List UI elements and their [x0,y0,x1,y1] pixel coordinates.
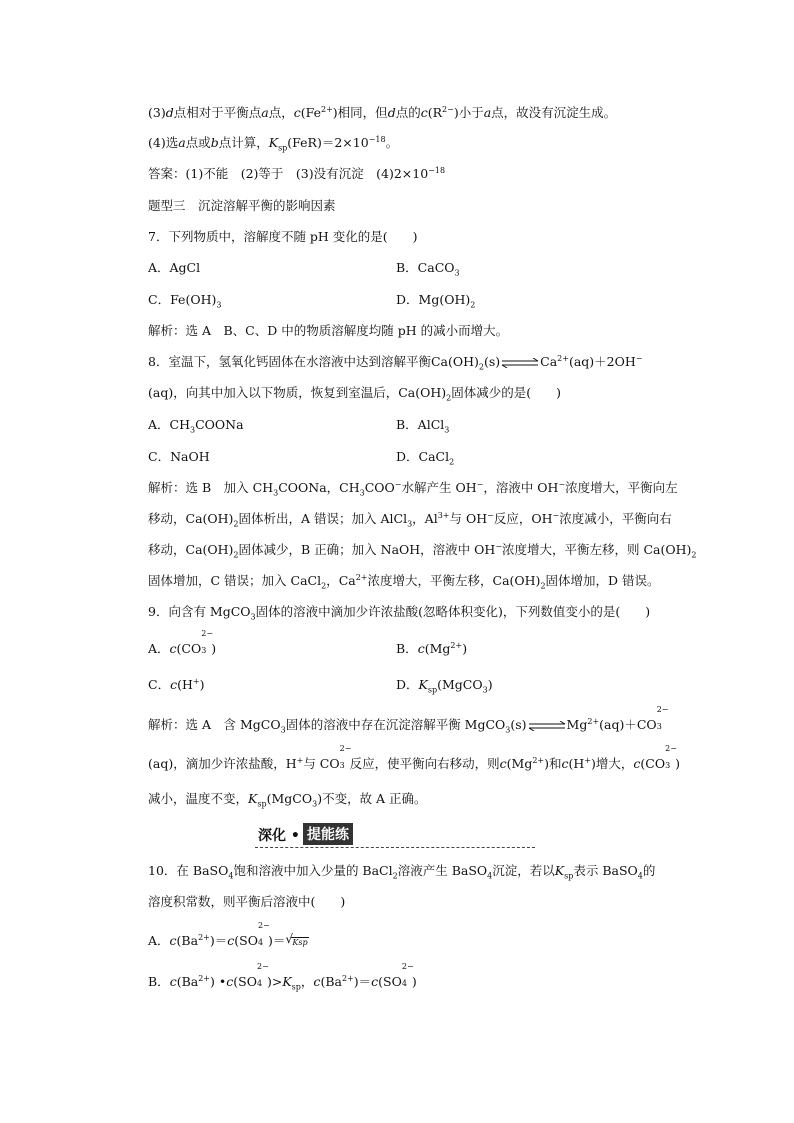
q9-option-c: C．c(H+) [148,676,205,692]
q10-option-b: B．$c(Ba^{2+})$ •c(SO 2− 4 )$>K_{sp}$，$c(Ba^{2+})=c(SO$ 2− 4 ) [148,962,417,992]
question-10-line-2: 溶度积常数，则平衡后溶液中( ) [148,894,346,909]
answer-4-line: (4)选a点或b点计算，$K_{sp}(FeR)=2\times 10^{-18}$。 [148,134,399,153]
question-9: 9．向含有 MgCO$_3$固体的溶液中滴加少许浓盐酸(忽略体积变化)，下列数值变小的是( ) [148,604,651,622]
answer-8-line-3: 移动，$Ca(OH)_2$固体减少，B 正确；加入 NaOH，溶液中 OH−浓度增大，平衡左移，则 $Ca(OH)_2$ [148,541,697,560]
heading-prefix: 深化 • [258,828,300,844]
answer-8-line-1: 解析：选 B 加入 $CH_3COONa$，$CH_3COO^-$水解产生 OH−，溶液中 OH−浓度增大，平衡向左 [148,479,678,498]
q8-option-d: D．CaCl$_2$ [396,449,455,467]
q7-option-d: D．$Mg(OH)_2$ [396,292,476,310]
answer-9-line-1: 解析：选 A 含 MgCO$_3$固体的溶液中存在沉淀溶解平衡 MgCO$_3$(s) $Mg^{2+}(aq)+CO$ 2− 3 [148,705,669,735]
q9-option-b: B．$c(Mg^{2+})$ [396,640,468,656]
q9-option-d: D．$K_{sp}(MgCO_3)$ [396,677,493,695]
question-8-line-2: (aq)，向其中加入以下物质，恢复到室温后，$Ca(OH)_2$固体减少的是( ) [148,385,561,403]
q7-option-c: C．$Fe(OH)_3$ [148,292,222,310]
sqrt-ksp: √ Ksp [285,932,308,947]
section-heading-deepen [255,823,535,848]
q8-option-a: A．$CH_3COONa$ [148,417,244,435]
q9-option-a: A．c(CO 2− 3 ) [148,629,217,656]
q8-option-b: B．AlCl$_3$ [396,417,450,435]
q7-option-b: B．CaCO$_3$ [396,260,460,278]
heading-boxed-label: 提能练 [303,823,353,845]
answer-8-line-2: 移动，$Ca(OH)_2$固体析出，A 错误；加入 AlCl$_3$，$Al^{3+}$与 OH−反应，OH−浓度减小，平衡向右 [148,510,672,529]
q7-option-a: A．AgCl [148,260,201,275]
question-10-line-1: 10．在 BaSO$_4$饱和溶液中加入少量的 BaCl$_2$溶液产生 BaSO$_4$沉淀，若以$K_{sp}$表示 BaSO$_4$的 [148,863,656,881]
answer-7: 解析：选 A B、C、D 中的物质溶解度均随 pH 的减小而增大。 [148,323,509,338]
answer-8-line-4: 固体增加，C 错误；加入 CaCl$_2$，$Ca^{2+}$浓度增大，平衡左移，$Ca(OH)_2$固体增加，D 错误。 [148,572,660,591]
question-7: 7．下列物质中，溶解度不随 pH 变化的是( ) [148,229,418,244]
section-title-type-3: 题型三 沉淀溶解平衡的影响因素 [148,198,336,213]
answer-9-line-2: (aq)，滴加少许浓盐酸，H+与 CO 2− 3 反应，使平衡向右移动，则$c(Mg^{2+})$和c(H+)增大，c(CO 2− 3 ) [148,744,681,771]
equilibrium-arrow-icon [500,358,540,368]
answer-summary-line: 答案：(1)不能 (2)等于 (3)没有沉淀 $(4)2\times 10^{-18}$ [148,165,446,181]
answer-9-line-3: 减小，温度不变，$K_{sp}(MgCO_3)$不变，故 A 正确。 [148,791,427,809]
question-8-line-1: 8．室温下，氢氧化钙固体在水溶液中达到溶解平衡$Ca(OH)_2(s)$ $Ca^{2+}(aq)+2OH^-$ [148,353,643,372]
q10-option-a: A．$c(Ba^{2+})=c(SO$ 2− 4 )＝ √ Ksp [148,932,309,952]
answer-3-line: (3)d点相对于平衡点a点，$c(Fe^{2+})$相同，但d点的$c(R^{2-})$小于a点，故没有沉淀生成。 [148,104,617,120]
q8-option-c: C．NaOH [148,449,210,464]
equilibrium-arrow-icon [527,721,567,731]
